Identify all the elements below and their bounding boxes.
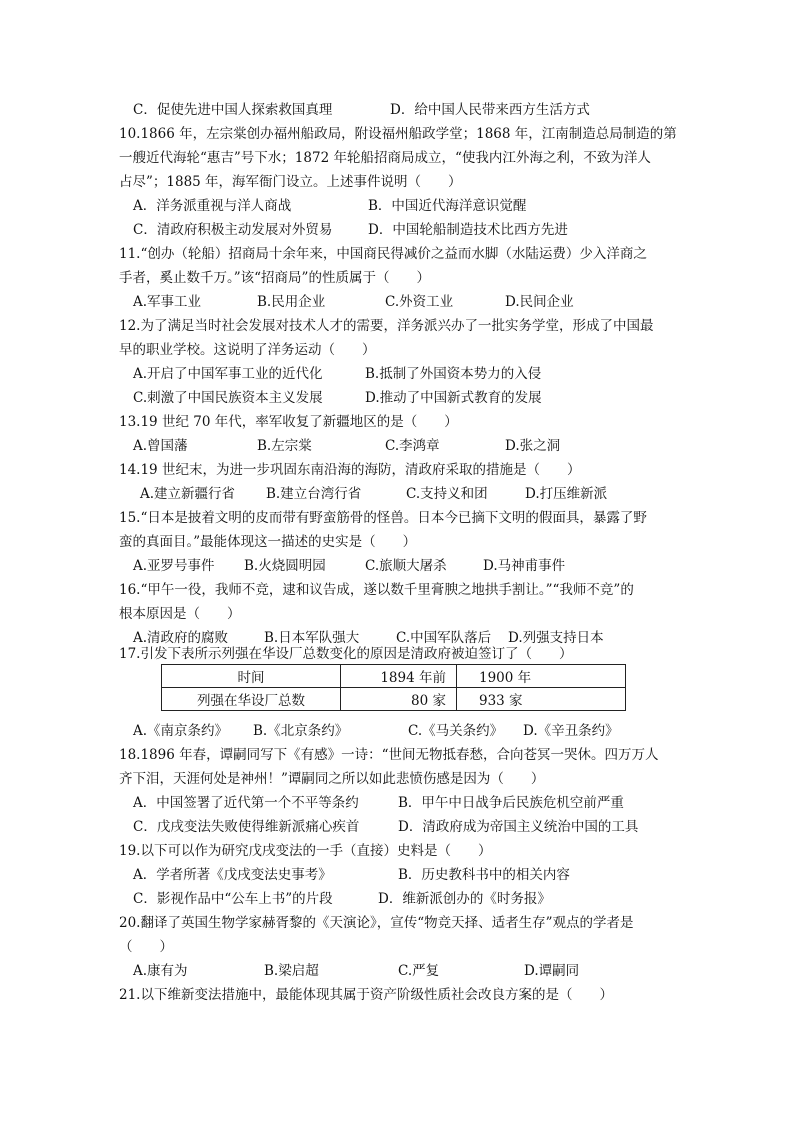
- table-cell: 列强在华设厂总数: [162, 688, 341, 711]
- q11-option-c: C.外资工业: [385, 294, 454, 310]
- q11-option-b: B.民用企业: [257, 294, 326, 310]
- q17-stem: 17.引发下表所示列强在华设厂总数变化的原因是清政府被迫签订了（ ）: [119, 646, 573, 662]
- q16-stem-line2: 根本原因是（ ）: [119, 606, 241, 622]
- q17-option-a: A.《南京条约》: [133, 723, 229, 739]
- q10-stem-line1: 10.1866 年，左宗棠创办福州船政局，附设福州船政学堂；1868 年，江南制造总局制造的第: [119, 126, 677, 142]
- q14-option-d: D.打压维新派: [525, 486, 608, 502]
- q14-option-a: A.建立新疆行省: [140, 486, 236, 502]
- table-row: [162, 688, 626, 711]
- q20-stem-line1: 20.翻译了英国生物学家赫胥黎的《天演论》，宣传“物竞天择、适者生存”观点的学者是: [119, 915, 634, 931]
- q20-option-d: D.谭嗣同: [524, 963, 580, 979]
- q18-stem-line2: 齐下泪，天涯何处是神州！”谭嗣同之所以如此悲愤伤感是因为（ ）: [119, 771, 545, 787]
- q13-option-c: C.李鸿章: [385, 438, 440, 454]
- q20-stem-line2: （ ）: [119, 939, 173, 955]
- q15-option-d: D.马神甫事件: [483, 558, 566, 574]
- q10-option-a: A．洋务派重视与洋人商战: [133, 198, 292, 214]
- q16-option-d: D.列强支持日本: [508, 630, 604, 646]
- q17-option-c: C.《马关条约》: [408, 723, 504, 739]
- q13-option-b: B.左宗棠: [257, 438, 312, 454]
- q18-option-c: C．戊戌变法失败使得维新派痛心疾首: [133, 819, 360, 835]
- q10-option-b: B．中国近代海洋意识觉醒: [368, 198, 527, 214]
- q15-option-b: B.火烧圆明园: [244, 558, 326, 574]
- q11-stem-line2: 手者，奚止数千万。”该“招商局”的性质属于（ ）: [119, 270, 430, 286]
- q19-option-b: B．历史教科书中的相关内容: [398, 867, 570, 883]
- q16-option-c: C.中国军队落后: [396, 630, 492, 646]
- q12-option-a: A.开启了中国军事工业的近代化: [133, 366, 323, 382]
- q17-option-b: B.《北京条约》: [253, 723, 349, 739]
- q14-option-b: B.建立台湾行省: [266, 486, 362, 502]
- q12-option-c: C.刺激了中国民族资本主义发展: [133, 390, 323, 406]
- table-header-row: [162, 665, 626, 688]
- q12-option-d: D.推动了中国新式教育的发展: [365, 390, 542, 406]
- q19-option-c: C．影视作品中“公车上书”的片段: [133, 891, 333, 907]
- q11-option-d: D.民间企业: [505, 294, 574, 310]
- q20-option-a: A.康有为: [133, 963, 188, 979]
- q13-option-a: A.曾国藩: [133, 438, 188, 454]
- q20-option-b: B.梁启超: [264, 963, 319, 979]
- q9-option-d: D．给中国人民带来西方生活方式: [390, 102, 590, 118]
- q10-option-c: C．清政府积极主动发展对外贸易: [133, 222, 333, 238]
- q21-stem: 21.以下维新变法措施中，最能体现其属于资产阶级性质社会改良方案的是（ ）: [119, 987, 613, 1003]
- q10-stem-line2: 一艘近代海轮“惠吉”号下水；1872 年轮船招商局成立，“使我内江外海之利，不致为洋人: [119, 150, 651, 166]
- q15-stem-line2: 蛮的真面目。”最能体现这一描述的史实是（ ）: [119, 534, 417, 550]
- q14-stem: 14.19 世纪末，为进一步巩固东南沿海的海防，清政府采取的措施是（ ）: [119, 462, 581, 478]
- table-cell: 80 家: [341, 688, 457, 711]
- q16-stem-line1: 16.“甲午一役，我师不竞，逮和议告成，遂以数千里膏腴之地拱手割让。”“我师不竞”的: [119, 582, 634, 598]
- q20-option-c: C.严复: [398, 963, 440, 979]
- q12-stem-line1: 12.为了满足当时社会发展对技术人才的需要，洋务派兴办了一批实务学堂，形成了中国最: [119, 318, 654, 334]
- table-cell: 1894 年前: [341, 665, 457, 688]
- q12-stem-line2: 早的职业学校。这说明了洋务运动（ ）: [119, 342, 376, 358]
- q19-option-d: D．维新派创办的《时务报》: [378, 891, 551, 907]
- q17-factory-table: [161, 664, 626, 711]
- q19-option-a: A．学者所著《戊戌变法史事考》: [133, 867, 332, 883]
- q13-stem: 13.19 世纪 70 年代，率军收复了新疆地区的是（ ）: [119, 414, 458, 430]
- q15-option-c: C.旅顺大屠杀: [365, 558, 447, 574]
- q15-stem-line1: 15.“日本是披着文明的皮而带有野蛮筋骨的怪兽。日本今已摘下文明的假面具，暴露了野: [119, 510, 647, 526]
- q10-stem-line3: 占尽”；1885 年，海军衙门设立。上述事件说明（ ）: [119, 174, 462, 190]
- q15-option-a: A.亚罗号事件: [133, 558, 215, 574]
- q9-option-c: C．促使先进中国人探索救国真理: [133, 102, 333, 118]
- table-cell: 933 家: [457, 688, 626, 711]
- table-cell: 时间: [162, 665, 341, 688]
- q12-option-b: B.抵制了外国资本势力的入侵: [365, 366, 542, 382]
- q18-option-d: D．清政府成为帝国主义统治中国的工具: [398, 819, 639, 835]
- q11-option-a: A.军事工业: [133, 294, 202, 310]
- q17-option-d: D.《辛丑条约》: [523, 723, 619, 739]
- q18-option-b: B．甲午中日战争后民族危机空前严重: [398, 795, 624, 811]
- q16-option-a: A.清政府的腐败: [133, 630, 229, 646]
- q11-stem-line1: 11.“创办（轮船）招商局十余年来，中国商民得减价之益而水脚（水陆运费）少入洋商之: [119, 246, 647, 262]
- q13-option-d: D.张之洞: [505, 438, 561, 454]
- q16-option-b: B.日本军队强大: [264, 630, 360, 646]
- q19-stem: 19.以下可以作为研究戊戌变法的一手（直接）史料是（ ）: [119, 843, 492, 859]
- q18-stem-line1: 18.1896 年春，谭嗣同写下《有感》一诗：“世间无物抵春愁，合向苍冥一哭休。四万万人: [119, 747, 659, 763]
- q10-option-d: D．中国轮船制造技术比西方先进: [368, 222, 568, 238]
- table-cell: 1900 年: [457, 665, 626, 688]
- q18-option-a: A．中国签署了近代第一个不平等条约: [133, 795, 359, 811]
- q14-option-c: C.支持义和团: [406, 486, 488, 502]
